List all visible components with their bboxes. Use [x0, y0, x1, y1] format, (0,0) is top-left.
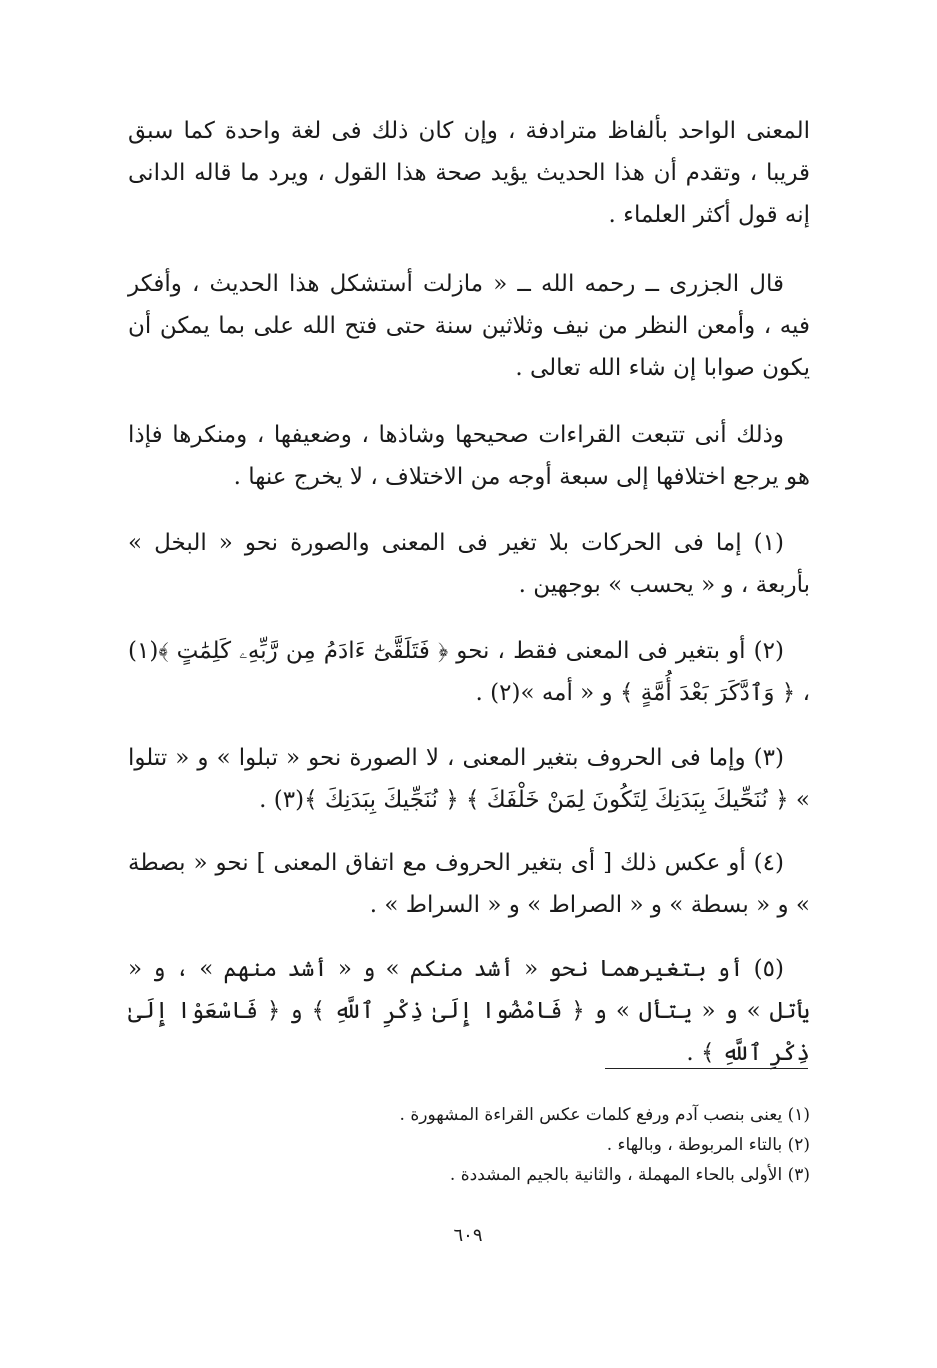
paragraph-5: (٢) أو بتغير فى المعنى فقط ، نحو ﴿ فَتَلَقَّىٰٓ ءَادَمُ مِن رَّبِّهِۦ كَلِمَٰتٍ ﴾(١) ، ﴿ وَٱدَّكَرَ بَعْدَ أُمَّةٍ ﴾ و « أمه »(٢) .	[128, 638, 810, 706]
paragraph-7: (٤) أو عكس ذلك [ أى بتغير الحروف مع اتفاق المعنى ] نحو « بصطة » و « بسطة » و « الصراط » و « السراط » .	[128, 850, 810, 918]
paragraph-4: (١) إما فى الحركات بلا تغير فى المعنى والصورة نحو « البخل » بأربعة ، و « يحسب » بوجهين .	[128, 530, 810, 598]
footnotes	[300, 1100, 810, 1190]
paragraph-6: (٣) وإما فى الحروف بتغير المعنى ، لا الصورة نحو « تبلوا » و « تتلوا » ﴿ نُنَحِّيكَ بِبَدَنِكَ لِتَكُونَ لِمَنْ خَلْفَكَ ﴾ ﴿ نُنَجِّيكَ بِبَدَنِكَ ﴾(٣) .	[128, 745, 810, 813]
paragraph-2: قال الجزرى ــ رحمه الله ــ « مازلت أستشكل هذا الحديث ، وأفكر فيه ، وأمعن النظر من نيف وثلاثين سنة حتى فتح الله على بما يمكن أن يكون صوابا إن شاء الله تعالى .	[128, 271, 810, 381]
paragraph-1: المعنى الواحد بألفاظ مترادفة ، وإن كان ذلك فى لغة واحدة كما سبق قريبا ، وتقدم أن هذا الحديث يؤيد صحة هذا القول ، ويرد ما قاله الدانى إنه قول أكثر العلماء .	[128, 118, 810, 228]
footnote-2: (٢) بالتاء المربوطة ، وبالهاء .	[606, 1135, 810, 1155]
paragraph-8: (٥) أو بتغيرهما نحو « أشد منكم » و « أشد منهم » ، و « يأتل » و « يتأل » و ﴿ فَامْضُوا إِلَىٰ ذِكْرِ ٱللَّهِ ﴾ و ﴿ فَاسْعَوْا إِلَىٰ ذِكْرِ ٱللَّهِ ﴾ .	[128, 956, 810, 1066]
footnote-3: (٣) الأولى بالحاء المهملة ، والثانية بالجيم المشددة .	[449, 1165, 810, 1185]
footnote-divider	[605, 1068, 808, 1069]
footnote-1: (١) يعنى بنصب آدم ورفع كلمات عكس القراءة المشهورة .	[399, 1105, 810, 1125]
page-number: ٦٠٩	[453, 1225, 483, 1246]
paragraph-3: وذلك أنى تتبعت القراءات صحيحها وشاذها ، وضعيفها ، ومنكرها فإذا هو يرجع اختلافها إلى سبعة أوجه من الاختلاف ، لا يخرج عنها .	[128, 422, 810, 490]
